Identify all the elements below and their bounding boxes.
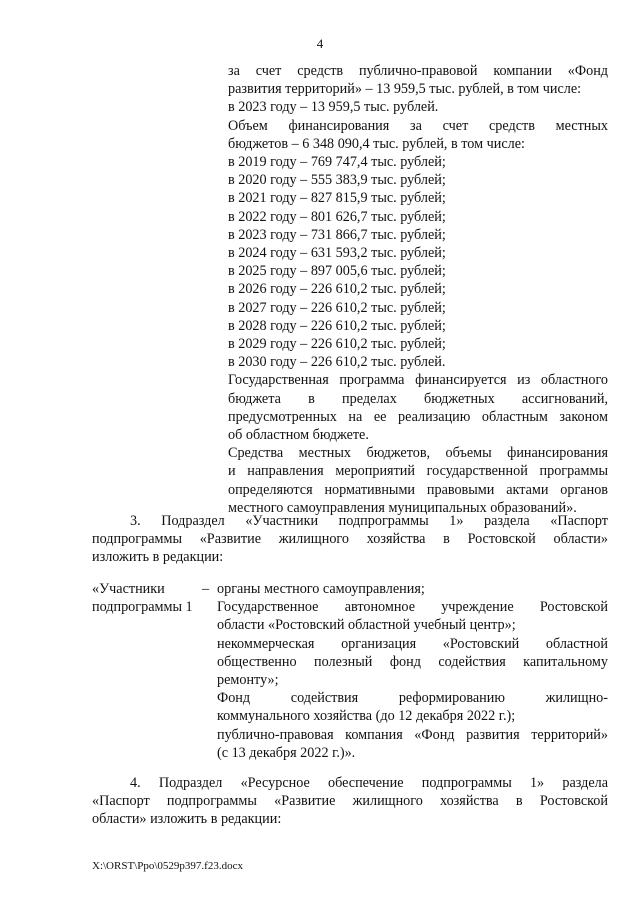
participants-list <box>217 580 608 762</box>
participant-line: коммунального хозяйства (до 12 декабря 2022 г.); <box>217 708 516 725</box>
financing-line: предусмотренных на ее реализацию областным законом <box>228 408 608 425</box>
financing-line: за счет средств публично-правовой компании «Фонд <box>228 63 608 79</box>
financing-line: бюджета в пределах бюджетных ассигнований, <box>228 390 608 407</box>
financing-line: в 2029 году – 226 610,2 тыс. рублей; <box>228 336 446 353</box>
participant-line: области «Ростовский областной учебный центр»; <box>217 617 516 634</box>
financing-line: в 2025 году – 897 005,6 тыс. рублей; <box>228 263 446 280</box>
financing-line: в 2023 году – 13 959,5 тыс. рублей. <box>228 99 439 116</box>
financing-line: Средства местных бюджетов, объемы финансирования <box>228 445 608 462</box>
financing-column <box>228 62 608 517</box>
participants-label-line-1: «Участники <box>92 581 165 597</box>
financing-line: в 2028 году – 226 610,2 тыс. рублей; <box>228 317 446 334</box>
participant-line: (с 13 декабря 2022 г.)». <box>217 744 356 761</box>
participant-line: публично-правовая компания «Фонд развития территорий» <box>217 726 608 743</box>
paragraph-3-line: 3. Подраздел «Участники подпрограммы 1» раздела «Паспорт <box>130 513 608 529</box>
footer-file-path: X:\ORST\Ppo\0529p397.f23.docx <box>92 860 243 872</box>
paragraph-4-line: «Паспорт подпрограммы «Развитие жилищного хозяйства в Ростовской <box>92 793 608 810</box>
paragraph-4 <box>92 774 608 829</box>
participants-label-line-2: подпрограммы 1 <box>92 599 193 616</box>
participant-line: общественно полезный фонд содействия капитальному <box>217 653 608 670</box>
page-number: 4 <box>316 36 324 51</box>
participant-line: Государственное автономное учреждение Ростовской <box>217 599 608 616</box>
financing-line: в 2027 году – 226 610,2 тыс. рублей; <box>228 299 446 316</box>
paragraph-4-line: 4. Подраздел «Ресурсное обеспечение подпрограммы 1» раздела <box>130 775 608 791</box>
financing-line: местного самоуправления муниципальных образований». <box>228 499 577 516</box>
financing-line: в 2021 году – 827 815,9 тыс. рублей; <box>228 190 446 207</box>
financing-line: в 2023 году – 731 866,7 тыс. рублей; <box>228 226 446 243</box>
financing-line: в 2019 году – 769 747,4 тыс. рублей; <box>228 154 446 171</box>
paragraph-3-line: подпрограммы «Развитие жилищного хозяйства в Ростовской области» <box>92 531 608 548</box>
financing-line: в 2026 году – 226 610,2 тыс. рублей; <box>228 281 446 298</box>
participants-dash: – <box>202 581 210 597</box>
paragraph-3 <box>92 512 608 567</box>
financing-line: в 2030 году – 226 610,2 тыс. рублей. <box>228 354 446 371</box>
financing-line: определяются нормативными правовыми актами органов <box>228 481 608 498</box>
participant-line: органы местного самоуправления; <box>217 581 425 597</box>
participants-label <box>92 580 204 616</box>
financing-line: Объем финансирования за счет средств местных <box>228 117 608 134</box>
participant-line: ремонту»; <box>217 672 279 689</box>
financing-line: развития территорий» – 13 959,5 тыс. рублей, в том числе: <box>228 81 582 98</box>
financing-line: в 2020 году – 555 383,9 тыс. рублей; <box>228 172 446 189</box>
financing-line: в 2022 году – 801 626,7 тыс. рублей; <box>228 208 446 225</box>
participant-line: Фонд содействия реформированию жилищно- <box>217 690 608 707</box>
paragraph-3-line: изложить в редакции: <box>92 549 224 566</box>
financing-line: в 2024 году – 631 593,2 тыс. рублей; <box>228 245 446 262</box>
financing-line: об областном бюджете. <box>228 427 369 444</box>
paragraph-4-line: области» изложить в редакции: <box>92 811 282 828</box>
financing-line: бюджетов – 6 348 090,4 тыс. рублей, в том числе: <box>228 135 525 152</box>
financing-line: и направления мероприятий государственной программы <box>228 463 608 480</box>
participant-line: некоммерческая организация «Ростовский областной <box>217 635 608 652</box>
financing-line: Государственная программа финансируется из областного <box>228 372 608 389</box>
